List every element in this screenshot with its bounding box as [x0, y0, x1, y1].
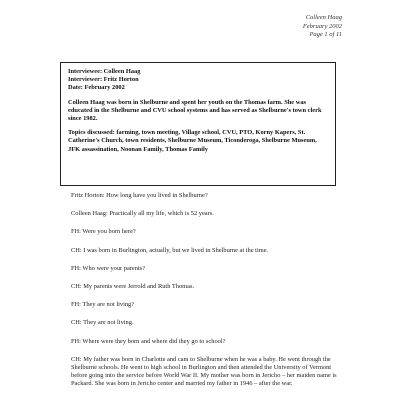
interviewer-line: Interviewer: Fritz Horton [68, 76, 139, 84]
page-header [303, 14, 342, 40]
header-author: Colleen Haag [305, 14, 342, 21]
transcript-line: Colleen Haag: Practically all my life, which is 52 years. [71, 210, 214, 218]
transcript [71, 192, 347, 389]
transcript-line: CH: They are not living. [71, 319, 134, 327]
header-page-number: Page 1 of 11 [309, 31, 342, 39]
transcript-line: FH: Were you born here? [71, 228, 136, 236]
transcript-line: FH: Where were they born and where did they go to school? [71, 337, 226, 345]
transcript-line: CH: I was born in Burlington, actually, but we lived in Shelburne at the time. [71, 246, 269, 254]
interview-date-line: Date: February 2002 [68, 84, 125, 92]
transcript-line: CH: My father was born in Charlotte and cam to Shelburne when he was a baby. He went through the Shelburne schools. He went to high school in Burlington and then attended the University of Vermont before going into the service before World War II. My mother was born in Jericho – her maiden name is Packard. She was born in Jericho center and married my father in 1946 – after the war. [71, 355, 337, 388]
biography-paragraph: Colleen Haag was born in Shelburne and spent her youth on the Thomas farm. She was educated in the Shelburne and CVU school systems and has served as Shelburne's town clerk since 1982. [68, 98, 322, 123]
header-date: February 2002 [302, 22, 342, 30]
interviewee-line: Interviewee: Colleen Haag [68, 68, 141, 75]
interview-summary-box [60, 62, 336, 186]
transcript-line: FH: They are not living? [71, 301, 135, 309]
transcript-line: CH: My parents were Jerrold and Ruth Thomas. [71, 283, 195, 291]
topics-paragraph: Topics discussed: farming, town meeting, Village school, CVU, PTO, Korny Kapers, St. Catherine's Church, town residents, Shelburne Museum, Ticonderoga, Shelburne Museum, JFK assassination, Noonan Family, Thomas Family [68, 129, 317, 153]
transcript-line: Fritz Horton: How long have you lived in Shelburne? [71, 192, 208, 199]
transcript-line: FH: Who were your parents? [71, 264, 146, 272]
